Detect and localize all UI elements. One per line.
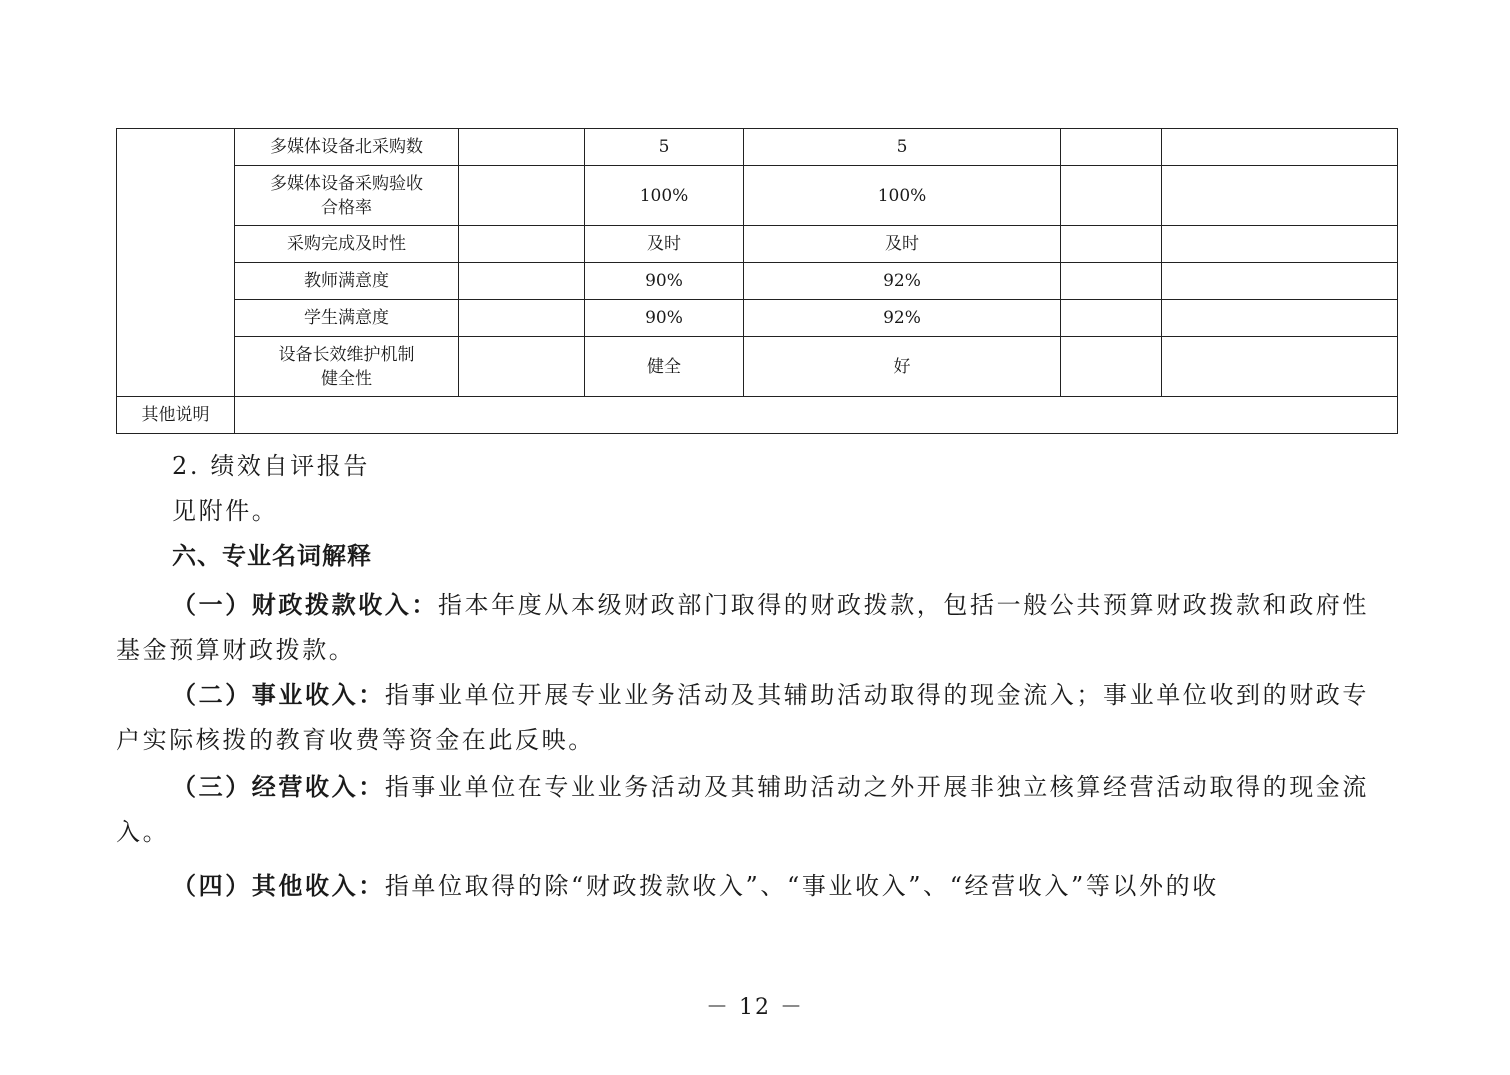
indicator-cell: 教师满意度 (235, 263, 459, 300)
actual-cell: 5 (744, 129, 1061, 166)
actual-cell: 及时 (744, 226, 1061, 263)
table-row (117, 397, 1398, 434)
indicator-cell: 多媒体设备北采购数 (235, 129, 459, 166)
empty-cell (1061, 129, 1162, 166)
empty-cell (1162, 300, 1398, 337)
target-cell: 及时 (585, 226, 744, 263)
empty-cell (1061, 263, 1162, 300)
empty-cell (1061, 226, 1162, 263)
empty-cell (1061, 166, 1162, 226)
category-cell (117, 129, 235, 397)
table-row (117, 166, 1398, 226)
sub-title: 2. 绩效自评报告 (172, 452, 370, 480)
definition-text: 指事业单位在专业业务活动及其辅助活动之外开展非独立核算经营活动取得的现金流入。 (116, 773, 1370, 846)
actual-cell: 92% (744, 300, 1061, 337)
definition-term: （一）财政拨款收入： (172, 590, 438, 619)
empty-cell (459, 300, 585, 337)
indicator-cell: 多媒体设备采购验收 合格率 (235, 166, 459, 226)
target-cell: 100% (585, 166, 744, 226)
target-cell: 90% (585, 263, 744, 300)
empty-cell (459, 166, 585, 226)
definition-paragraph (116, 672, 1386, 763)
definition-paragraph (116, 582, 1386, 673)
empty-cell (1162, 337, 1398, 397)
empty-cell (1162, 166, 1398, 226)
sub-text: 见附件。 (172, 497, 279, 525)
page-number: － 12 － (706, 995, 804, 1020)
indicator-cell: 采购完成及时性 (235, 226, 459, 263)
definition-text: 指本年度从本级财政部门取得的财政拨款，包括一般公共预算财政拨款和政府性基金预算财政拨款。 (116, 591, 1369, 664)
table-row (117, 129, 1398, 166)
empty-cell (1162, 263, 1398, 300)
empty-cell (459, 337, 585, 397)
definition-term: （二）事业收入： (172, 680, 385, 709)
table-row (117, 263, 1398, 300)
definition-text: 指单位取得的除“财政拨款收入”、“事业收入”、“经营收入”等以外的收 (384, 872, 1219, 900)
target-cell: 健全 (585, 337, 744, 397)
other-label-cell: 其他说明 (117, 397, 235, 434)
indicator-cell: 学生满意度 (235, 300, 459, 337)
definition-paragraph (116, 863, 1386, 909)
table-row (117, 337, 1398, 397)
definition-term: （三）经营收入： (172, 772, 385, 801)
actual-cell: 好 (744, 337, 1061, 397)
performance-table (116, 128, 1398, 434)
section-heading: 六、专业名词解释 (172, 542, 372, 570)
other-content-cell (235, 397, 1398, 434)
table-row (117, 226, 1398, 263)
empty-cell (1162, 226, 1398, 263)
target-cell: 90% (585, 300, 744, 337)
empty-cell (459, 226, 585, 263)
definition-paragraph (116, 764, 1386, 855)
empty-cell (1061, 337, 1162, 397)
indicator-cell: 设备长效维护机制 健全性 (235, 337, 459, 397)
actual-cell: 100% (744, 166, 1061, 226)
empty-cell (459, 129, 585, 166)
empty-cell (1162, 129, 1398, 166)
table-row (117, 300, 1398, 337)
definition-text: 指事业单位开展专业业务活动及其辅助活动取得的现金流入；事业单位收到的财政专户实际核拨的教育收费等资金在此反映。 (116, 681, 1370, 754)
empty-cell (1061, 300, 1162, 337)
target-cell: 5 (585, 129, 744, 166)
definition-term: （四）其他收入： (172, 871, 385, 900)
actual-cell: 92% (744, 263, 1061, 300)
empty-cell (459, 263, 585, 300)
